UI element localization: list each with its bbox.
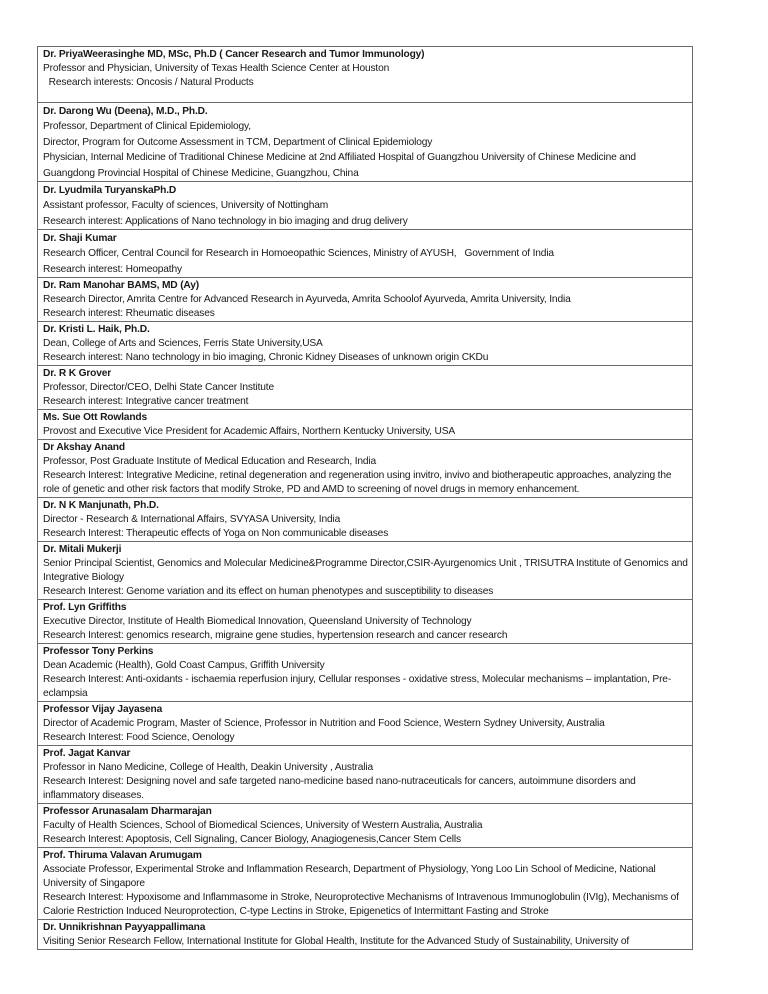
member-cell (38, 322, 693, 366)
member-name: Dr. N K Manjunath, Ph.D. (43, 500, 159, 511)
member-detail: Research interests: Oncosis / Natural Products (46, 77, 254, 88)
member-cell (38, 542, 693, 600)
member-cell (38, 47, 693, 103)
member-name: Dr. Darong Wu (Deena), M.D., Ph.D. (43, 106, 208, 117)
member-row (38, 410, 693, 440)
member-row (38, 440, 693, 498)
member-detail: Professor in Nano Medicine, College of Health, Deakin University , Australia (43, 762, 374, 773)
member-detail: Research Interest: Anti-oxidants - ischaemia reperfusion injury, Cellular responses - oxidative stress, Molecular mechanisms – implantation, Pre-eclampsia (43, 674, 672, 699)
member-detail: Research Officer, Central Council for Research in Homoeopathic Sciences, Ministry of AYUSH, Government of India (43, 248, 554, 259)
member-detail: Provost and Executive Vice President for Academic Affairs, Northern Kentucky University, USA (43, 426, 455, 437)
member-cell (38, 230, 693, 278)
member-cell (38, 920, 693, 950)
member-row (38, 746, 693, 804)
member-detail: Professor, Director/CEO, Delhi State Cancer Institute (43, 382, 274, 393)
member-name: Dr. R K Grover (43, 368, 112, 379)
member-row (38, 230, 693, 278)
member-cell (38, 702, 693, 746)
member-row (38, 47, 693, 103)
member-detail: Assistant professor, Faculty of sciences, University of Nottingham (43, 200, 329, 211)
member-detail: Research interest: Homeopathy (43, 263, 182, 275)
member-detail: Research Interest: genomics research, migraine gene studies, hypertension research and cancer research (43, 630, 508, 641)
member-detail: Director of Academic Program, Master of Science, Professor in Nutrition and Food Science, Western Sydney University, Australia (43, 718, 605, 729)
member-row (38, 848, 693, 920)
member-cell (38, 182, 693, 230)
member-row (38, 278, 693, 322)
editorial-board-table (37, 46, 693, 950)
member-name: Prof. Jagat Kanvar (43, 748, 131, 759)
member-cell (38, 410, 693, 440)
member-row (38, 322, 693, 366)
member-name: Dr. PriyaWeerasinghe MD, MSc, Ph.D ( Cancer Research and Tumor Immunology) (43, 49, 425, 60)
member-detail: Research Interest: Therapeutic effects of Yoga on Non communicable diseases (43, 528, 389, 539)
member-detail: Professor, Post Graduate Institute of Medical Education and Research, India (43, 456, 377, 467)
member-row (38, 366, 693, 410)
member-detail: Research Interest: Integrative Medicine, retinal degeneration and regeneration using invitro, invivo and biotherapeutic approaches, analyzing the role of genetic and other risk factors that modify Stroke, PD and AMD to screening of novel drugs in memory enhancement. (43, 470, 672, 495)
document-page (37, 46, 693, 950)
member-name: Professor Tony Perkins (43, 646, 154, 657)
member-cell (38, 804, 693, 848)
member-detail: Research interest: Rheumatic diseases (43, 308, 215, 319)
member-detail: Research Director, Amrita Centre for Advanced Research in Ayurveda, Amrita Schoolof Ayurveda, Amrita University, India (43, 294, 571, 305)
member-detail: Physician, Internal Medicine of Traditional Chinese Medicine at 2nd Affiliated Hospital of Guangzhou University of Chinese Medicine and Guangdong Provincial Hospital of Chinese Medicine, Guangzhou, China (43, 152, 636, 179)
member-name: Dr Akshay Anand (43, 442, 125, 453)
member-detail: Research Interest: Food Science, Oenology (43, 732, 235, 743)
member-cell (38, 366, 693, 410)
member-detail: Research Interest: Apoptosis, Cell Signaling, Cancer Biology, Anagiogenesis,Cancer Stem Cells (43, 834, 461, 845)
member-name: Dr. Mitali Mukerji (43, 544, 122, 555)
member-detail: Dean, College of Arts and Sciences, Ferris State University,USA (43, 338, 323, 349)
member-detail: Visiting Senior Research Fellow, International Institute for Global Health, Institute for the Advanced Study of Sustainability, University of (43, 936, 630, 947)
member-cell (38, 498, 693, 542)
member-row (38, 702, 693, 746)
member-cell (38, 440, 693, 498)
member-cell (38, 644, 693, 702)
member-detail: Research Interest: Hypoxisome and Inflammasome in Stroke, Neuroprotective Mechanisms of Intravenous Immunoglobulin (IVIg), Mechanisms of Calorie Restriction Induced Neuroprotection, C-type Lectins in Stroke, Epigenetics of Intermittant Fasting and Stroke (43, 892, 679, 917)
member-cell (38, 103, 693, 182)
member-detail: Research interest: Integrative cancer treatment (43, 396, 249, 407)
member-detail: Senior Principal Scientist, Genomics and Molecular Medicine&Programme Director,CSIR-Ayurgenomics Unit , TRISUTRA Institute of Genomics and Integrative Biology (43, 558, 688, 583)
member-detail: Research interest: Applications of Nano technology in bio imaging and drug delivery (43, 215, 408, 227)
member-detail: Dean Academic (Health), Gold Coast Campus, Griffith University (43, 660, 325, 671)
spacer (43, 90, 688, 98)
member-row (38, 920, 693, 950)
member-detail: Associate Professor, Experimental Stroke and Inflammation Research, Department of Physiology, Yong Loo Lin School of Medicine, National University of Singapore (43, 864, 656, 889)
member-name: Dr. Unnikrishnan Payyappallimana (43, 922, 206, 933)
member-name: Ms. Sue Ott Rowlands (43, 412, 147, 423)
member-name: Professor Arunasalam Dharmarajan (43, 806, 212, 817)
member-detail: Director - Research & International Affairs, SVYASA University, India (43, 514, 341, 525)
member-row (38, 600, 693, 644)
member-name: Dr. Shaji Kumar (43, 233, 117, 244)
member-row (38, 644, 693, 702)
member-name: Professor Vijay Jayasena (43, 704, 163, 715)
member-cell (38, 600, 693, 644)
member-row (38, 804, 693, 848)
member-detail: Faculty of Health Sciences, School of Biomedical Sciences, University of Western Australia, Australia (43, 820, 483, 831)
member-row (38, 182, 693, 230)
member-cell (38, 848, 693, 920)
member-row (38, 103, 693, 182)
member-cell (38, 278, 693, 322)
member-row (38, 498, 693, 542)
member-name: Dr. Ram Manohar BAMS, MD (Ay) (43, 280, 200, 291)
member-row (38, 542, 693, 600)
member-detail: Director, Program for Outcome Assessment in TCM, Department of Clinical Epidemiology (43, 136, 433, 148)
member-name: Prof. Lyn Griffiths (43, 602, 127, 613)
member-detail: Research interest: Nano technology in bio imaging, Chronic Kidney Diseases of unknown origin CKDu (43, 352, 489, 363)
member-detail: Executive Director, Institute of Health Biomedical Innovation, Queensland University of Technology (43, 616, 472, 627)
member-detail: Research Interest: Genome variation and its effect on human phenotypes and susceptibility to diseases (43, 586, 494, 597)
member-name: Dr. Kristi L. Haik, Ph.D. (43, 324, 150, 335)
member-cell (38, 746, 693, 804)
member-name: Prof. Thiruma Valavan Arumugam (43, 850, 202, 861)
member-detail: Professor and Physician, University of Texas Health Science Center at Houston (43, 63, 390, 74)
member-detail: Professor, Department of Clinical Epidemiology, (43, 121, 251, 132)
member-name: Dr. Lyudmila TuryanskaPh.D (43, 185, 177, 196)
member-detail: Research Interest: Designing novel and safe targeted nano-medicine based nano-nutraceuticals for cancers, autoimmune disorders and inflammatory diseases. (43, 776, 636, 801)
